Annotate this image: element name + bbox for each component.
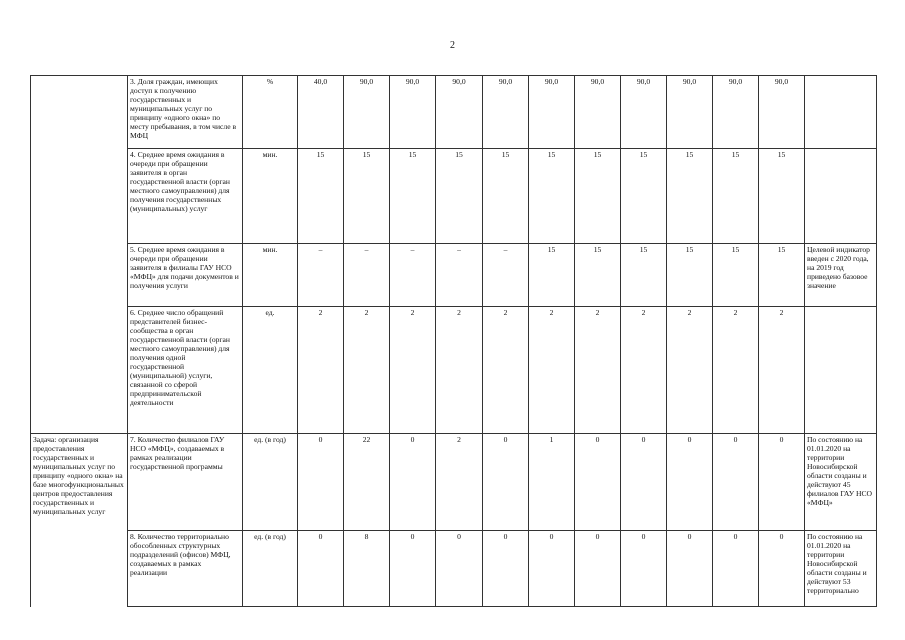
value-cell: 90,0 bbox=[667, 76, 713, 149]
value-cell: 90,0 bbox=[390, 76, 436, 149]
value-cell: 0 bbox=[390, 434, 436, 531]
value-cell: 0 bbox=[759, 531, 805, 607]
table-row bbox=[31, 307, 877, 434]
value-cell: 15 bbox=[759, 244, 805, 307]
value-cell: 2 bbox=[436, 307, 483, 434]
unit-cell: мин. bbox=[243, 244, 298, 307]
value-cell: 0 bbox=[298, 434, 344, 531]
unit-cell: % bbox=[243, 76, 298, 149]
value-cell: 0 bbox=[575, 434, 621, 531]
value-cell: 0 bbox=[621, 531, 667, 607]
value-cell: 2 bbox=[436, 434, 483, 531]
value-cell: 0 bbox=[575, 531, 621, 607]
value-cell: 0 bbox=[483, 531, 529, 607]
unit-cell: ед. (в год) bbox=[243, 531, 298, 607]
value-cell: 15 bbox=[621, 244, 667, 307]
value-cell: 0 bbox=[713, 531, 759, 607]
indicator-cell: 4. Среднее время ожидания в очереди при обращении заявителя в орган государственной власти (орган местного самоуправления) для получения государственных (муниципальных) услуг bbox=[128, 149, 243, 244]
value-cell: 90,0 bbox=[575, 76, 621, 149]
unit-cell: мин. bbox=[243, 149, 298, 244]
value-cell: – bbox=[390, 244, 436, 307]
table-row bbox=[31, 244, 877, 307]
value-cell: 15 bbox=[436, 149, 483, 244]
value-cell: 15 bbox=[483, 149, 529, 244]
value-cell: 2 bbox=[621, 307, 667, 434]
indicator-cell: 6. Среднее число обращений представителей бизнес-сообщества в орган государственной власти (орган местного самоуправления) для получения одной государственной (муниципальной) услуги, связанной со сферой предпринимательской деятельности bbox=[128, 307, 243, 434]
table-row bbox=[31, 149, 877, 244]
value-cell: 15 bbox=[713, 149, 759, 244]
value-cell: 15 bbox=[713, 244, 759, 307]
value-cell: 0 bbox=[621, 434, 667, 531]
value-cell: 0 bbox=[298, 531, 344, 607]
value-cell: 0 bbox=[529, 531, 575, 607]
value-cell: 22 bbox=[344, 434, 390, 531]
unit-cell: ед. bbox=[243, 307, 298, 434]
value-cell: 2 bbox=[575, 307, 621, 434]
value-cell: 0 bbox=[667, 531, 713, 607]
value-cell: 15 bbox=[667, 244, 713, 307]
value-cell: 15 bbox=[298, 149, 344, 244]
indicators-table bbox=[30, 75, 877, 607]
value-cell: 0 bbox=[483, 434, 529, 531]
value-cell: 15 bbox=[575, 149, 621, 244]
task-cell bbox=[31, 76, 128, 434]
value-cell: 0 bbox=[667, 434, 713, 531]
value-cell: 2 bbox=[390, 307, 436, 434]
note-cell: По состоянию на 01.01.2020 на территории Новосибирской области созданы и действуют 45 филиалов ГАУ НСО «МФЦ» bbox=[805, 434, 877, 531]
value-cell: 2 bbox=[344, 307, 390, 434]
task-cell: Задача: организация предоставления государственных и муниципальных услуг по принципу «одного окна» на базе многофункциональных центров предоставления государственных и муниципальных услуг bbox=[31, 434, 128, 607]
note-cell bbox=[805, 149, 877, 244]
value-cell: 90,0 bbox=[529, 76, 575, 149]
value-cell: – bbox=[483, 244, 529, 307]
table-row bbox=[31, 76, 877, 149]
value-cell: 8 bbox=[344, 531, 390, 607]
value-cell: 90,0 bbox=[621, 76, 667, 149]
value-cell: 0 bbox=[390, 531, 436, 607]
value-cell: 40,0 bbox=[298, 76, 344, 149]
value-cell: 15 bbox=[390, 149, 436, 244]
value-cell: 2 bbox=[713, 307, 759, 434]
value-cell: 90,0 bbox=[759, 76, 805, 149]
value-cell: 15 bbox=[529, 149, 575, 244]
value-cell: 15 bbox=[344, 149, 390, 244]
unit-cell: ед. (в год) bbox=[243, 434, 298, 531]
indicator-cell: 7. Количество филиалов ГАУ НСО «МФЦ», создаваемых в рамках реализации государственной программы bbox=[128, 434, 243, 531]
value-cell: 90,0 bbox=[483, 76, 529, 149]
value-cell: 90,0 bbox=[436, 76, 483, 149]
value-cell: 2 bbox=[529, 307, 575, 434]
value-cell: 90,0 bbox=[713, 76, 759, 149]
note-cell bbox=[805, 307, 877, 434]
value-cell: – bbox=[436, 244, 483, 307]
value-cell: 0 bbox=[436, 531, 483, 607]
value-cell: 2 bbox=[483, 307, 529, 434]
value-cell: 15 bbox=[529, 244, 575, 307]
note-cell bbox=[805, 76, 877, 149]
value-cell: 1 bbox=[529, 434, 575, 531]
page-number: 2 bbox=[450, 40, 455, 51]
indicator-cell: 3. Доля граждан, имеющих доступ к получению государственных и муниципальных услуг по принципу «одного окна» по месту пребывания, в том числе в МФЦ bbox=[128, 76, 243, 149]
value-cell: – bbox=[344, 244, 390, 307]
table-row bbox=[31, 531, 877, 607]
note-cell: По состоянию на 01.01.2020 на территории Новосибирской области созданы и действуют 53 территориально bbox=[805, 531, 877, 607]
table-row bbox=[31, 434, 877, 531]
value-cell: 15 bbox=[575, 244, 621, 307]
value-cell: 0 bbox=[713, 434, 759, 531]
value-cell: 0 bbox=[759, 434, 805, 531]
indicator-cell: 8. Количество территориально обособленных структурных подразделений (офисов) МФЦ, создаваемых в рамках реализации bbox=[128, 531, 243, 607]
value-cell: 15 bbox=[667, 149, 713, 244]
indicator-cell: 5. Среднее время ожидания в очереди при обращении заявителя в филиалы ГАУ НСО «МФЦ» для подачи документов и получения услуги bbox=[128, 244, 243, 307]
value-cell: 2 bbox=[298, 307, 344, 434]
value-cell: 2 bbox=[667, 307, 713, 434]
value-cell: 90,0 bbox=[344, 76, 390, 149]
value-cell: 15 bbox=[621, 149, 667, 244]
value-cell: 15 bbox=[759, 149, 805, 244]
value-cell: 2 bbox=[759, 307, 805, 434]
note-cell: Целевой индикатор введен с 2020 года, на 2019 год приведено базовое значение bbox=[805, 244, 877, 307]
value-cell: – bbox=[298, 244, 344, 307]
